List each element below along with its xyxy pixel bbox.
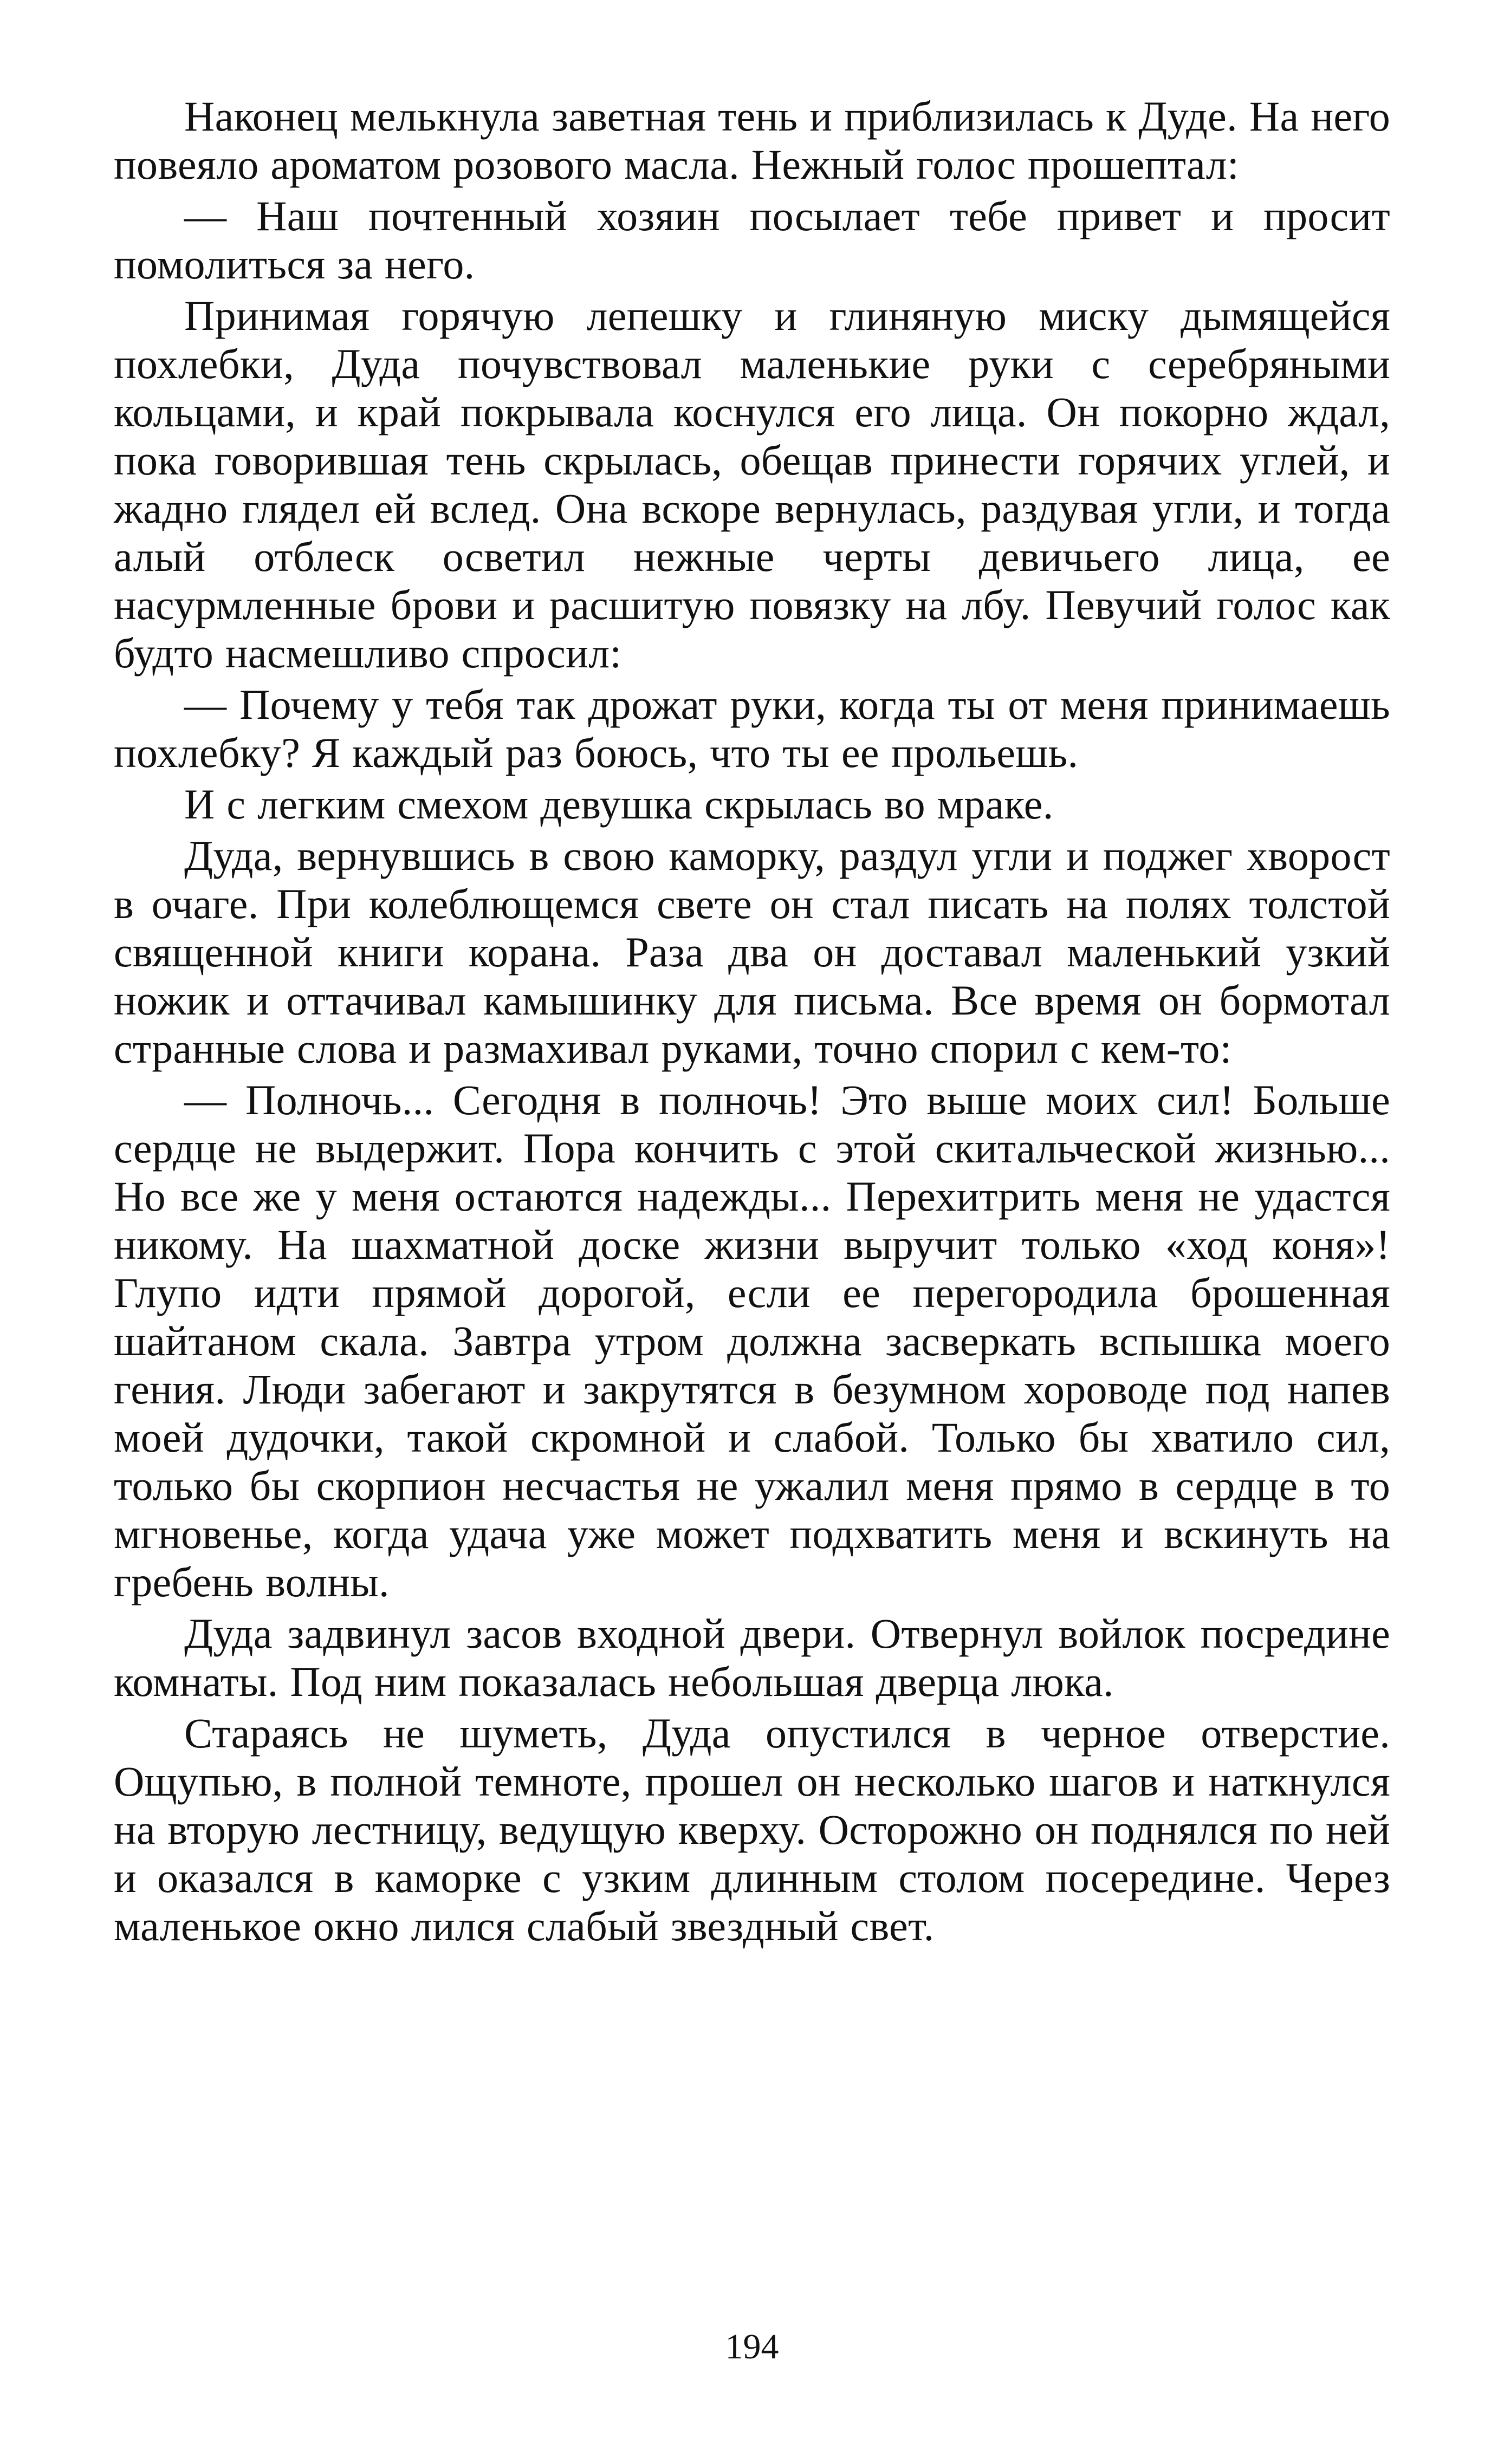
paragraph-6: Дуда, вернувшись в свою каморку, раздул угли и поджег хворост в очаге. При колеблющемся свете он стал писать на полях толстой священной книги корана. Раза два он доставал маленький узкий ножик и оттачивал камышинку для письма. Все время он бормотал странные слова и размахивал руками, точно спорил с кем-то: xyxy=(114,832,1390,1072)
paragraph-3: Принимая горячую лепешку и глиняную миску дымящейся похлебки, Дуда почувствовал маленькие руки с серебряными кольцами, и край покрывала коснулся его лица. Он покорно ждал, пока говорившая тень скрылась, обещав принести горячих углей, и жадно глядел ей вслед. Она вскоре вернулась, раздувая угли, и тогда алый отблеск осветил нежные черты девичьего лица, ее насурмленные брови и расшитую повязку на лбу. Певучий голос как будто насмешливо спросил: xyxy=(114,292,1390,677)
paragraph-4-dialogue: — Почему у тебя так дрожат руки, когда ты от меня принимаешь похлебку? Я каждый раз боюсь, что ты ее прольешь. xyxy=(114,681,1390,776)
page-number: 194 xyxy=(725,2327,779,2367)
paragraph-2-dialogue: — Наш почтенный хозяин посылает тебе привет и просит помолиться за него. xyxy=(114,192,1390,288)
paragraph-1: Наконец мелькнула заветная тень и приблизилась к Дуде. На него повеяло ароматом розового масла. Нежный голос прошептал: xyxy=(114,93,1390,188)
book-page xyxy=(114,92,1390,2464)
paragraph-8: Дуда задвинул засов входной двери. Отвернул войлок посредине комнаты. Под ним показалась небольшая дверца люка. xyxy=(114,1610,1390,1705)
paragraph-9: Стараясь не шуметь, Дуда опустился в черное отверстие. Ощупью, в полной темноте, прошел он несколько шагов и наткнулся на вторую лестницу, ведущую кверху. Осторожно он поднялся по ней и оказался в каморке с узким длинным столом посередине. Через маленькое окно лился слабый звездный свет. xyxy=(114,1709,1390,1949)
paragraph-7-monologue: — Полночь... Сегодня в полночь! Это выше моих сил! Больше сердце не выдержит. Пора кончить с этой скитальческой жизнью... Но все же у меня остаются надежды... Перехитрить меня не удастся никому. На шахматной доске жизни выручит только «ход коня»! Глупо идти прямой дорогой, если ее перегородила брошенная шайтаном скала. Завтра утром должна засверкать вспышка моего гения. Люди забегают и закрутятся в безумном хороводе под напев моей дудочки, такой скромной и слабой. Только бы хватило сил, только бы скорпион несчастья не ужалил меня прямо в сердце в то мгновенье, когда удача уже может подхватить меня и вскинуть на гребень волны. xyxy=(114,1076,1390,1605)
paragraph-5: И с легким смехом девушка скрылась во мраке. xyxy=(184,781,1054,828)
